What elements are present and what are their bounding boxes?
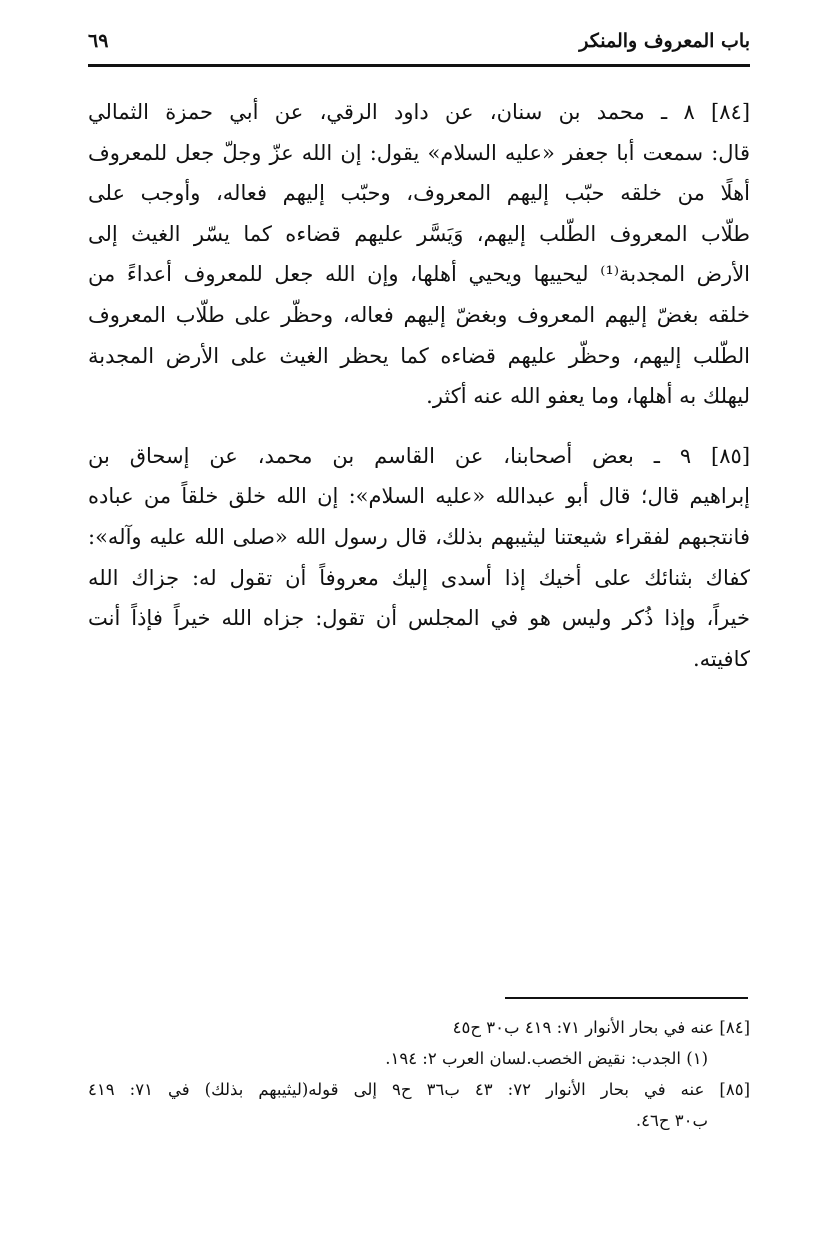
header-rule [88,64,750,67]
main-text [88,92,750,698]
text-line: طلّاب المعروف الطّلب إليهم، وَيَسَّر عليهم قضاءه كما يسّر الغيث إلى [88,221,750,246]
chapter-title: باب المعروف والمنكر [579,30,750,52]
text-line: [٨٤] ٨ ـ محمد بن سنان، عن داود الرقي، عن أبي حمزة الثمالي [88,100,750,124]
footnote-rule [505,997,748,999]
hadith-84 [88,92,750,417]
footnote-85: [٨٥] عنه في بحار الأنوار ٧٢: ٤٣ ب٣٦ ح٩ إلى قوله(ليثيبهم بذلك) في ٧١: ٤١٩ [88,1080,750,1099]
text-line: قال: سمعت أبا جعفر «عليه السلام» يقول: إن الله عزّ وجلّ جعل للمعروف [88,140,750,165]
footnotes [88,1012,750,1136]
text-line: خيراً، وإذا ذُكر وليس هو في المجلس أن تقول: جزاه الله خيراً فإذاً أنت [88,606,750,631]
text-line: أهلًا من خلقه حبّب إليهم المعروف، وحبّب إليهم فعاله، وأوجب على [88,181,750,206]
text-line: كافيته. [692,646,750,671]
text-line: خلقه بغضّ إليهم المعروف وبغضّ إليهم فعاله، وحظّر على طلّاب المعروف [88,302,750,327]
footnote-1: (١) الجدب: نقيض الخصب.لسان العرب ٢: ١٩٤. [385,1049,708,1068]
footnote-84: [٨٤] عنه في بحار الأنوار ٧١: ٤١٩ ب٣٠ ح٤٥ [452,1018,750,1037]
text-line: الأرض المجدبة⁽¹⁾ ليحييها ويحيي أهلها، وإن الله جعل للمعروف أعداءً من [88,262,750,287]
footnote-85-continued: ب٣٠ ح٤٦. [635,1111,708,1130]
text-line: فانتجبهم لفقراء شيعتنا ليثيبهم بذلك، قال رسول الله «صلى الله عليه وآله»: [88,524,750,549]
text-line: [٨٥] ٩ ـ بعض أصحابنا، عن القاسم بن محمد، عن إسحاق بن [88,443,750,468]
page-number: ٦٩ [88,30,109,52]
page-header [88,26,750,60]
text-line: ليهلك به أهلها، وما يعفو الله عنه أكثر. [426,384,750,409]
text-line: كفاك بثنائك على أخيك إذا أسدى إليك معروفاً أن تقول له: جزاك الله [88,565,750,590]
text-line: الطّلب إليهم، وحظّر عليهم قضاءه كما يحظر الغيث على الأرض المجدبة [88,343,750,368]
text-line: إبراهيم قال؛ قال أبو عبدالله «عليه السلام»: إن الله خلق خلقاً من عباده [88,484,750,509]
hadith-85 [88,436,750,680]
